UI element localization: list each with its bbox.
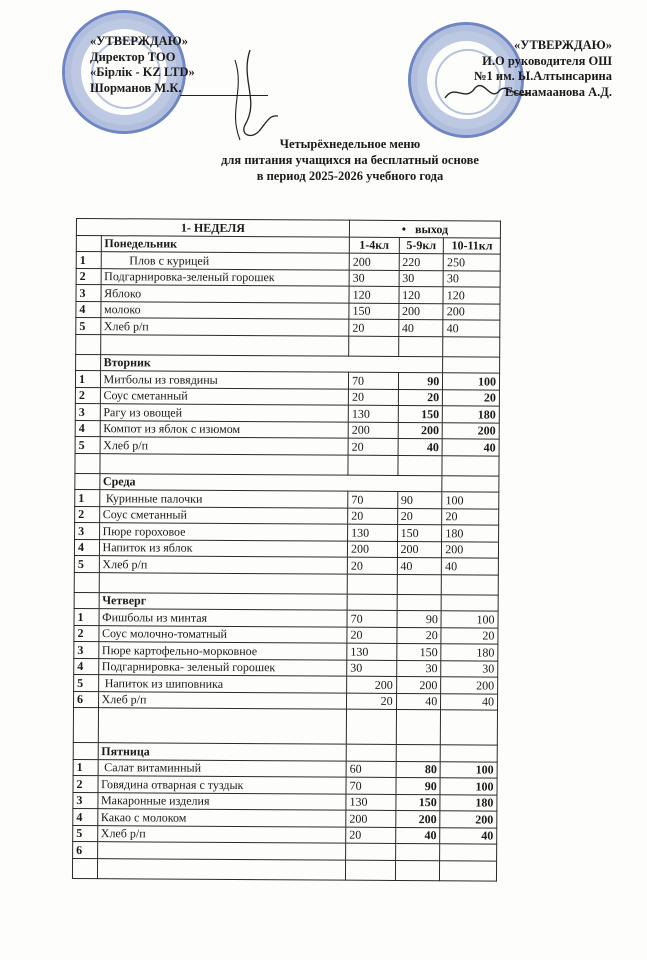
dish-name: Хлеб р/п	[100, 437, 349, 455]
table-row: 2 Говядина отварная с туздык 70 90 100	[73, 775, 497, 794]
dish-name: Соус сметанный	[100, 387, 349, 405]
dish-name: Какао с молоком	[97, 809, 346, 827]
table-row: 5 Хлеб р/п 20 40 40	[75, 436, 499, 455]
dish-name: Куринные палочки	[99, 490, 348, 508]
table-row: 4 молоко 150 200 200	[76, 301, 500, 320]
title-line-2: для питания учащихся на бесплатный основе	[221, 153, 479, 167]
table-row: 1 Куринные палочки 70 90 100	[75, 489, 499, 508]
dish-name: Митболы из говядины	[100, 371, 349, 389]
table-row: 1 Плов с курицей 200 220 250	[76, 252, 500, 271]
day-name: Понедельник	[101, 235, 350, 253]
table-row: 5 Хлеб р/п 20 40 40	[73, 825, 497, 844]
menu-table	[72, 218, 501, 881]
table-row: 4 Какао с молоком 200 200 200	[73, 808, 497, 827]
table-row: 3 Пюре гороховое 130 150 180	[75, 522, 499, 541]
table-row: 2 Соус молочно-томатный 20 20 20	[74, 625, 498, 644]
table-row: 2 Соус сметанный 20 20 20	[75, 506, 499, 525]
day-name: Вторник	[100, 354, 443, 373]
left-approval-block	[90, 34, 195, 96]
signature-line	[180, 95, 268, 96]
day-name: Среда	[99, 473, 442, 492]
table-row: 3 Рагу из овощей 130 150 180	[75, 403, 499, 422]
empty-row	[74, 572, 498, 595]
approver-name: Есенамаанова А.Д.	[504, 84, 612, 99]
dish-name: молоко	[100, 301, 349, 319]
dish-name: Салат витаминный	[98, 759, 347, 777]
dish-name: Соус сметанный	[99, 506, 348, 524]
right-approval-block	[432, 38, 612, 100]
bullet-icon: •	[401, 221, 407, 236]
empty-row	[75, 453, 499, 476]
approver-name: Шорманов М.К.	[90, 80, 182, 95]
dish-name: Рагу из овощей	[100, 404, 349, 422]
grade-header-1-4: 1-4кл	[349, 237, 399, 254]
dish-name: Компот из яблок с изюмом	[100, 420, 349, 438]
dish-name: Подгарнировка- зеленый горошек	[98, 658, 347, 676]
table-row: 6 Хлеб р/п 20 40 40	[74, 691, 498, 710]
dish-name: Напиток из яблок	[99, 539, 348, 557]
approver-position: Директор ТОО	[90, 49, 176, 64]
dish-name: Подгарнировка-зеленый горошек	[101, 268, 350, 286]
day-name: Пятница	[98, 743, 347, 761]
dish-name: Говядина отварная с туздык	[98, 776, 347, 794]
table-row: 1 Фишболы из минтая 70 90 100	[74, 608, 498, 627]
table-row: 4 Компот из яблок с изюмом 200 200 200	[75, 420, 499, 439]
table-row: 2 Подгарнировка-зеленый горошек 30 30 30	[76, 268, 500, 287]
approver-organization: «Бірлік - KZ LTD»	[90, 65, 195, 79]
dish-name: Хлеб р/п	[97, 825, 346, 843]
table-row: 3 Яблоко 120 120 120	[76, 285, 500, 304]
dish-name: Пюре картофельно-морковное	[98, 642, 347, 660]
dish-name: Хлеб р/п	[98, 691, 347, 709]
table-row: 5 Хлеб р/п 20 40 40	[74, 555, 498, 574]
table-row: 5 Хлеб р/п 20 40 40	[76, 318, 500, 337]
table-row: 2 Соус сметанный 20 20 20	[75, 387, 499, 406]
table-row: 6	[73, 841, 497, 860]
document-title	[150, 136, 550, 184]
day-name: Четверг	[99, 592, 348, 610]
dish-name: Макаронные изделия	[97, 792, 346, 810]
dish-name: Плов с курицей	[101, 252, 350, 270]
approval-heading: «УТВЕРЖДАЮ»	[90, 34, 188, 48]
day-header-row	[74, 592, 498, 611]
table-row: 1 Салат витаминный 60 80 100	[73, 759, 497, 778]
approver-organization: №1 им. Ы.Алтынсарина	[473, 69, 612, 83]
table-row: 1 Митболы из говядины 70 90 100	[75, 371, 499, 390]
dish-name	[97, 842, 346, 860]
empty-row	[72, 858, 496, 881]
dish-name: Фишболы из минтая	[99, 609, 348, 627]
day-header-row	[76, 354, 500, 373]
empty-row	[73, 707, 497, 745]
title-line-1: Четырёхнедельное меню	[279, 137, 421, 151]
dish-name: Соус молочно-томатный	[98, 625, 347, 643]
dish-name: Напиток из шиповника	[98, 675, 347, 693]
output-label: выход	[414, 221, 449, 236]
grade-header-5-9: 5-9кл	[399, 237, 444, 254]
empty-row	[76, 334, 500, 357]
day-header-row	[73, 742, 497, 761]
table-row: 4 Подгарнировка- зеленый горошек 30 30 30	[74, 658, 498, 677]
table-row: 4 Напиток из яблок 200 200 200	[74, 539, 498, 558]
day-header-row	[76, 235, 500, 254]
table-row: 5 Напиток из шиповника 200 200 200	[74, 674, 498, 693]
dish-name: Пюре гороховое	[99, 523, 348, 541]
approver-position: И.О руководителя ОШ	[482, 53, 612, 68]
week-label: 1- НЕДЕЛЯ	[76, 219, 349, 237]
table-row: 3 Пюре картофельно-морковное 130 150 180	[74, 641, 498, 660]
dish-name: Хлеб р/п	[99, 556, 348, 574]
grade-header-10-11: 10-11кл	[444, 237, 501, 254]
output-header	[349, 220, 500, 237]
approval-heading: «УТВЕРЖДАЮ»	[514, 38, 612, 52]
dish-name: Яблоко	[101, 285, 350, 303]
dish-name: Хлеб р/п	[100, 318, 349, 336]
title-line-3: в период 2025-2026 учебного года	[256, 169, 444, 183]
table-row: 3 Макаронные изделия 130 150 180	[73, 792, 497, 811]
